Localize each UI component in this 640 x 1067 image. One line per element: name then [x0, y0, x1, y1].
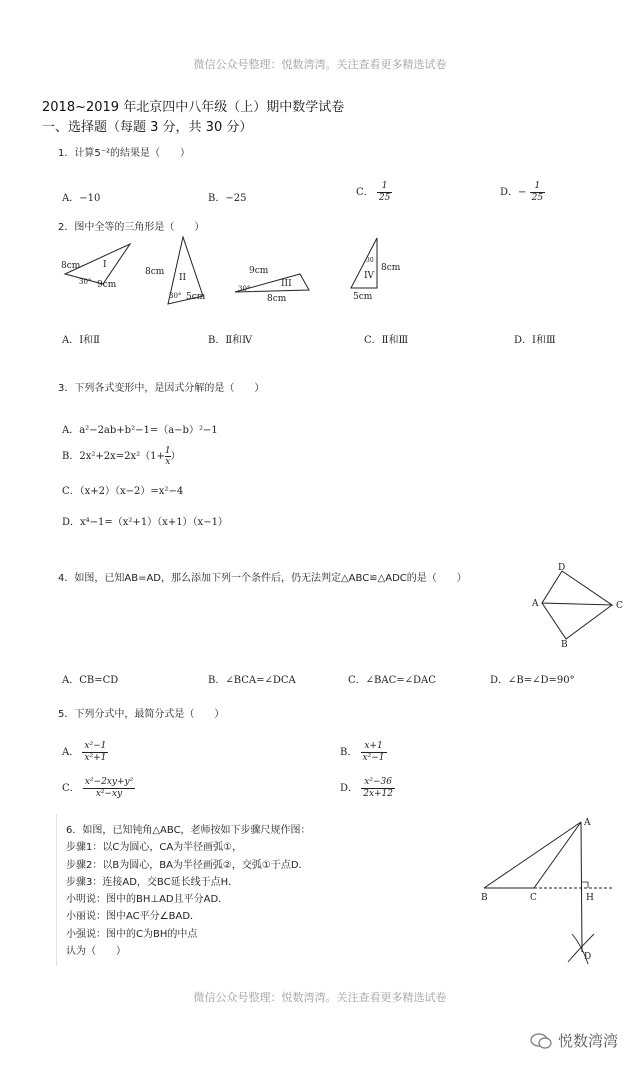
- q5-b-label: B．: [340, 747, 358, 758]
- q3-option-b: [62, 446, 181, 467]
- q6-text-block: [66, 822, 311, 960]
- q1-option-b: [208, 189, 246, 204]
- q2-t4-side1: 8cm: [381, 263, 401, 273]
- q6-left-rule: [56, 814, 57, 966]
- q1-b-label: B．: [208, 193, 226, 204]
- q2-t1-side2: 9cm: [97, 280, 117, 290]
- q2-t4-side2: 5cm: [353, 292, 373, 302]
- q5-d-label: D．: [340, 783, 359, 794]
- section-title: 一、选择题（每题 3 分，共 30 分）: [42, 120, 253, 135]
- q1-stem: 1．计算5⁻²的结果是（ ）: [58, 148, 191, 159]
- q5-b-den: x²−1: [362, 753, 385, 763]
- q5-d-den: 2x+12: [363, 789, 394, 799]
- watermark-bottom: 微信公众号整理：悦数湾湾。关注查看更多精选试卷: [193, 991, 447, 1004]
- q2-t1-angle: 30°: [79, 278, 92, 286]
- wechat-bubble-icon: [530, 1032, 552, 1050]
- q5-a-label: A．: [62, 747, 80, 758]
- q4-figure: [526, 558, 630, 650]
- q1-d-den: 25: [531, 193, 544, 203]
- q1-option-d: [500, 181, 545, 204]
- q2-t2-angle: 30°: [169, 292, 182, 300]
- q6-label-b: B: [481, 893, 488, 903]
- q3-option-a: A．a²−2ab+b²−1=（a−b）²−1: [62, 425, 218, 436]
- q6-line-4: 步骤3：连接AD，交BC延长线于点H．: [66, 876, 239, 888]
- q2-t3-roman: III: [281, 279, 292, 289]
- q3-b-den: x: [165, 457, 171, 467]
- q3-option-c: C．（x+2）（x−2）=x²−4: [62, 486, 184, 497]
- q1-a-value: −10: [79, 193, 101, 204]
- q5-c-num: x²−2xy+y²: [84, 777, 134, 787]
- q6-line-ad: [581, 822, 582, 952]
- q2-t4-roman: IV: [364, 271, 375, 281]
- q6-line-3: 步骤2：以B为圆心，BA为半径画弧②，交弧①于点D．: [66, 859, 309, 871]
- q6-label-c: C: [530, 893, 537, 903]
- q5-c-label: C．: [62, 783, 80, 794]
- q5-a-den: x²+1: [84, 753, 107, 763]
- q3-b-pre: B．2x²+2x=2x²（1+: [62, 451, 165, 462]
- q1-c-den: 25: [378, 193, 391, 203]
- q1-d-num: 1: [530, 181, 545, 193]
- q6-line-ca: [534, 822, 581, 888]
- q2-stem: 2．图中全等的三角形是（ ）: [58, 222, 205, 233]
- q6-label-h: H: [586, 893, 594, 903]
- q4-triangle-adc: [542, 571, 612, 605]
- q6-figure: [476, 812, 626, 970]
- q6-line-7: 小强说：图中的C为BH的中点: [66, 928, 198, 940]
- q1-c-label: C．: [356, 187, 374, 198]
- q3-b-post: ）: [170, 451, 181, 462]
- q4-label-d: D: [558, 563, 566, 573]
- wechat-logo: [530, 1030, 618, 1051]
- q3-stem: 3．下列各式变形中，是因式分解的是（ ）: [58, 383, 265, 394]
- exam-title: 2018~2019 年北京四中八年级（上）期中数学试卷: [42, 100, 345, 115]
- q2-option-b: B．Ⅱ和Ⅳ: [208, 335, 253, 346]
- q1-d-label: D．: [500, 187, 519, 198]
- q2-t2-side2: 5cm: [186, 292, 206, 302]
- q6-line-8: 认为（ ）: [66, 946, 126, 958]
- q6-label-a: A: [584, 818, 591, 828]
- q5-option-b: [340, 741, 387, 764]
- q5-option-a: [62, 741, 108, 764]
- q6-line-5: 小明说：图中的BH⊥AD且平分AD．: [66, 894, 229, 906]
- watermark-top: 微信公众号整理：悦数湾湾。关注查看更多精选试卷: [193, 58, 447, 71]
- q2-t3-angle: 30°: [238, 285, 251, 293]
- q4-label-b: B: [561, 640, 568, 650]
- q2-t2-side1: 8cm: [145, 267, 165, 277]
- q4-option-a: A．CB=CD: [62, 675, 119, 686]
- q3-option-d: D．x⁴−1=（x²+1）（x+1）（x−1）: [62, 517, 228, 528]
- q4-label-c: C: [616, 601, 623, 611]
- q5-c-den: x²−xy: [95, 789, 123, 799]
- q1-d-sign: −: [518, 187, 527, 198]
- q2-t2-roman: II: [179, 273, 187, 283]
- q4-option-d: D．∠B=∠D=90°: [490, 675, 575, 686]
- q1-c-num: 1: [377, 181, 392, 193]
- q5-d-num: x²−36: [361, 777, 395, 789]
- q2-option-d: D．Ⅰ和Ⅲ: [514, 335, 556, 346]
- q6-line-6: 小丽说：图中AC平分∠BAD．: [66, 911, 201, 923]
- q6-right-angle-mark: [582, 882, 588, 888]
- q5-stem: 5．下列分式中，最简分式是（ ）: [58, 709, 225, 720]
- q5-a-num: x²−1: [84, 741, 107, 751]
- q6-line-2: 步骤1：以C为圆心，CA为半径画弧①，: [66, 842, 243, 854]
- q6-line-ba: [484, 822, 581, 888]
- logo-text: 悦数湾湾: [557, 1032, 618, 1050]
- q2-t3-side1: 9cm: [249, 266, 269, 276]
- q6-line-1: 6．如图，已知钝角△ABC，老师按如下步骤尺规作图：: [66, 825, 311, 836]
- q5-b-num: x+1: [361, 741, 387, 753]
- q3-b-num: 1: [164, 446, 171, 456]
- q5-option-c: [62, 777, 135, 800]
- q5-option-d: [340, 777, 395, 800]
- q4-stem: 4．如图，已知AB=AD，那么添加下列一个条件后，仍无法判定△ABC≌△ADC的是（ ）: [58, 573, 467, 584]
- q2-t4-angle: 30: [366, 257, 374, 264]
- q4-label-a: A: [532, 599, 539, 609]
- q1-option-c: [356, 181, 392, 204]
- q4-triangle-abc: [542, 603, 612, 639]
- q1-option-a: [62, 189, 100, 204]
- q2-option-a: A．Ⅰ和Ⅱ: [62, 335, 100, 346]
- q1-a-label: A．: [62, 193, 80, 204]
- q4-option-b: B．∠BCA=∠DCA: [208, 675, 296, 686]
- q6-label-d: D: [584, 952, 592, 962]
- q1-b-value: −25: [225, 193, 247, 204]
- q2-t1-roman: I: [103, 260, 107, 270]
- q2-t1-side1: 8cm: [61, 261, 81, 271]
- q2-t3-side2: 8cm: [267, 294, 287, 304]
- q4-option-c: C．∠BAC=∠DAC: [348, 675, 436, 686]
- q2-triangles-figure: [55, 232, 415, 310]
- q2-option-c: C．Ⅱ和Ⅲ: [364, 335, 409, 346]
